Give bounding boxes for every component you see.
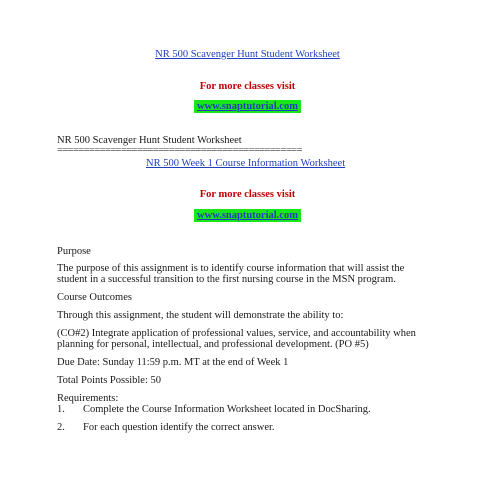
purpose-text: The purpose of this assignment is to identify course information that will assist the student in a successful transition to the first nursing course in the MSN program. — [57, 263, 405, 285]
promo-text-2: For more classes visit — [199, 189, 296, 200]
week-link-row — [146, 153, 345, 171]
week-link[interactable]: NR 500 Week 1 Course Information Worksheet — [146, 158, 346, 169]
promo-url-1[interactable]: www.snaptutorial.com — [194, 100, 301, 113]
co2-text: (CO#2) Integrate application of professional values, service, and accountability when planning for personal, intellectual, and professional development. (PO #5) — [57, 328, 416, 350]
due-date: Due Date: Sunday 11:59 p.m. MT at the end of Week 1 — [57, 357, 289, 368]
header-row — [0, 44, 495, 62]
promo-url-row-1 — [0, 96, 495, 114]
outcomes-intro: Through this assignment, the student will demonstrate the ability to: — [57, 310, 344, 321]
requirements-heading: Requirements: — [57, 393, 119, 404]
requirement-number: 2. — [57, 422, 65, 433]
separator-line: ============================================== — [57, 145, 302, 156]
header-link[interactable]: NR 500 Scavenger Hunt Student Worksheet — [155, 49, 340, 60]
promo-text-1: For more classes visit — [199, 81, 296, 92]
requirement-number: 1. — [57, 404, 65, 415]
requirement-text: For each question identify the correct answer. — [83, 422, 275, 433]
purpose-heading: Purpose — [57, 246, 91, 257]
promo-url-2[interactable]: www.snaptutorial.com — [194, 209, 301, 222]
total-points: Total Points Possible: 50 — [57, 375, 161, 386]
title-line: NR 500 Scavenger Hunt Student Worksheet — [57, 135, 242, 146]
outcomes-heading: Course Outcomes — [57, 292, 132, 303]
requirement-text: Complete the Course Information Worksheet located in DocSharing. — [83, 404, 371, 415]
promo-url-row-2 — [0, 205, 495, 223]
